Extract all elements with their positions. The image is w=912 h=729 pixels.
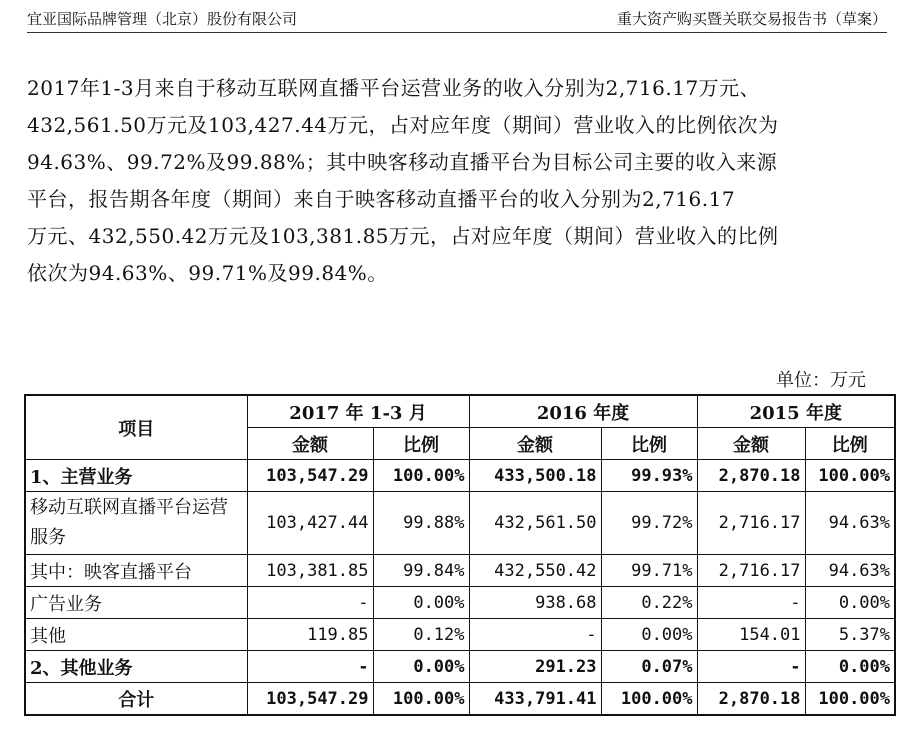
row-label: 广告业务 <box>25 587 247 619</box>
period-header: 2015 年度 <box>697 395 895 428</box>
cell: 154.01 <box>697 619 805 651</box>
row-label: 合计 <box>25 683 247 716</box>
cell: - <box>697 587 805 619</box>
ratio-header: 比例 <box>601 428 697 460</box>
table-row <box>25 460 895 492</box>
paragraph-line: 万元、432,550.42万元及103,381.85万元，占对应年度（期间）营业收入的比例 <box>27 224 779 248</box>
row-label: 其他 <box>25 619 247 651</box>
cell: - <box>247 651 373 683</box>
cell: 103,427.44 <box>247 492 373 555</box>
amount-header: 金额 <box>247 428 373 460</box>
cell: 291.23 <box>469 651 601 683</box>
cell: 938.68 <box>469 587 601 619</box>
cell: 99.84% <box>373 555 469 587</box>
table-row <box>25 492 895 555</box>
document-title: 重大资产购买暨关联交易报告书（草案） <box>616 10 887 28</box>
period-header: 2016 年度 <box>469 395 697 428</box>
row-label: 2、其他业务 <box>25 651 247 683</box>
cell: 103,547.29 <box>247 683 373 716</box>
cell: 99.71% <box>601 555 697 587</box>
cell: 5.37% <box>805 619 895 651</box>
table-row <box>25 587 895 619</box>
cell: 94.63% <box>805 492 895 555</box>
cell: 2,716.17 <box>697 555 805 587</box>
cell: 0.00% <box>373 587 469 619</box>
cell: 433,791.41 <box>469 683 601 716</box>
row-label: 移动互联网直播平台运营服务 <box>25 492 247 555</box>
cell: 0.00% <box>805 587 895 619</box>
cell: 2,870.18 <box>697 683 805 716</box>
ratio-header: 比例 <box>805 428 895 460</box>
cell: 100.00% <box>805 683 895 716</box>
amount-header: 金额 <box>697 428 805 460</box>
cell: 2,716.17 <box>697 492 805 555</box>
cell: 100.00% <box>373 460 469 492</box>
cell: 0.07% <box>601 651 697 683</box>
cell: 0.00% <box>805 651 895 683</box>
row-label: 1、主营业务 <box>25 460 247 492</box>
cell: 433,500.18 <box>469 460 601 492</box>
cell: 100.00% <box>805 460 895 492</box>
cell: 432,561.50 <box>469 492 601 555</box>
ratio-header: 比例 <box>373 428 469 460</box>
row-label: 其中：映客直播平台 <box>25 555 247 587</box>
paragraph-line: 94.63%、99.72%及99.88%；其中映客移动直播平台为目标公司主要的收入来源 <box>27 150 778 174</box>
cell: 0.12% <box>373 619 469 651</box>
page-header <box>27 4 887 33</box>
cell: 94.63% <box>805 555 895 587</box>
cell: 100.00% <box>601 683 697 716</box>
cell: - <box>697 651 805 683</box>
revenue-table <box>24 394 896 716</box>
cell: 119.85 <box>247 619 373 651</box>
table-header-row <box>25 395 895 428</box>
amount-header: 金额 <box>469 428 601 460</box>
body-paragraph <box>27 70 887 292</box>
table-total-row <box>25 683 895 716</box>
item-header: 项目 <box>25 395 247 460</box>
cell: 99.72% <box>601 492 697 555</box>
company-name: 宜亚国际品牌管理（北京）股份有限公司 <box>27 10 298 28</box>
cell: 103,381.85 <box>247 555 373 587</box>
cell: 0.00% <box>373 651 469 683</box>
period-header: 2017 年 1-3 月 <box>247 395 469 428</box>
cell: 99.88% <box>373 492 469 555</box>
paragraph-line: 2017年1-3月来自于移动互联网直播平台运营业务的收入分别为2,716.17万元、 <box>27 76 761 100</box>
cell: - <box>469 619 601 651</box>
cell: 2,870.18 <box>697 460 805 492</box>
cell: 0.22% <box>601 587 697 619</box>
cell: 103,547.29 <box>247 460 373 492</box>
paragraph-line: 平台，报告期各年度（期间）来自于映客移动直播平台的收入分别为2,716.17 <box>27 187 736 211</box>
cell: 432,550.42 <box>469 555 601 587</box>
cell: 0.00% <box>601 619 697 651</box>
table-row <box>25 619 895 651</box>
paragraph-line: 依次为94.63%、99.71%及99.84%。 <box>27 261 388 285</box>
cell: 99.93% <box>601 460 697 492</box>
paragraph-line: 432,561.50万元及103,427.44万元，占对应年度（期间）营业收入的比例依次为 <box>27 113 779 137</box>
table-row <box>25 651 895 683</box>
unit-label: 单位：万元 <box>776 370 866 391</box>
cell: 100.00% <box>373 683 469 716</box>
table-row <box>25 555 895 587</box>
cell: - <box>247 587 373 619</box>
